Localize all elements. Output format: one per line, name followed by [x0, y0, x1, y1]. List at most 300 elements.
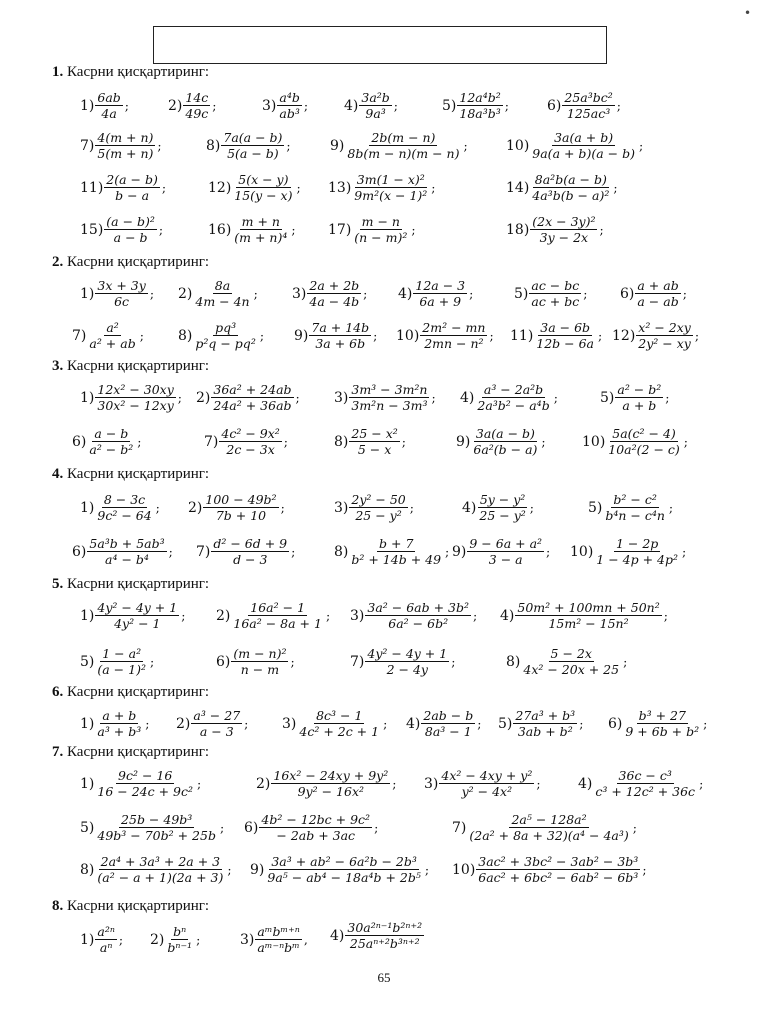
fraction	[95, 646, 148, 677]
exercise-label: 9)	[452, 543, 467, 560]
exercise-label: 7)	[452, 819, 467, 836]
section-number: 8.	[52, 898, 64, 914]
exercise-label: 3)	[424, 775, 439, 792]
exercise-1-3	[262, 90, 308, 121]
exercise-7-5	[80, 812, 224, 843]
denominator: 6a²(b − a)	[473, 442, 538, 457]
denominator: 6ac² + 6bc² − 6ab² − 6b³	[478, 870, 639, 885]
fraction	[95, 854, 225, 885]
denominator: n − m	[240, 662, 280, 677]
exercise-2-9	[294, 320, 377, 351]
numerator: 9c² − 16	[118, 768, 173, 783]
numerator: 6ab	[97, 90, 121, 105]
exercise-label: 4)	[460, 389, 475, 406]
punctuation: ;	[598, 328, 603, 343]
punctuation: ;	[168, 544, 173, 559]
denominator: 9a(a + b)(a − b)	[532, 146, 635, 161]
exercise-label: 6)	[244, 819, 259, 836]
denominator: 6a + 9	[419, 294, 462, 309]
exercise-2-8	[178, 320, 264, 351]
exercise-label: 4)	[330, 927, 345, 944]
punctuation: ;	[401, 434, 406, 449]
exercise-label: 6)	[608, 715, 623, 732]
punctuation: ;	[161, 180, 167, 195]
exercise-4-5	[588, 492, 673, 523]
numerator: 2a⁴ + 3a³ + 2a + 3	[100, 854, 221, 869]
numerator: 4(m + n)	[97, 130, 154, 145]
fraction	[231, 646, 288, 677]
numerator: 27a³ + b³	[515, 708, 576, 723]
fraction	[345, 130, 461, 161]
fraction	[255, 924, 301, 955]
fraction	[95, 90, 122, 121]
exercise-label: 5)	[498, 715, 513, 732]
numerator: 16x² − 24xy + 9y²	[273, 768, 389, 783]
punctuation: ;	[393, 98, 399, 113]
numerator: 5y − y²	[479, 492, 526, 507]
denominator: y² − 4x²	[461, 784, 513, 799]
punctuation: ;	[579, 716, 584, 731]
denominator: 9a³	[365, 106, 386, 121]
exercise-5-2	[216, 600, 330, 631]
punctuation: ;	[286, 138, 291, 153]
fraction	[349, 492, 407, 523]
page-number: 65	[377, 970, 391, 985]
denominator: p²q − pq²	[195, 336, 256, 351]
fraction	[475, 382, 551, 413]
punctuation: ;	[632, 820, 637, 835]
punctuation: ;	[363, 286, 368, 301]
exercise-label: 1)	[80, 775, 95, 792]
denominator: 1 − 4p + 4p²	[596, 552, 678, 567]
numerator: 1 − a²	[102, 646, 142, 661]
fraction	[309, 320, 371, 351]
exercise-label: 15)	[80, 221, 104, 238]
denominator: 125ac³	[566, 106, 611, 121]
exercise-1-7	[80, 130, 162, 161]
fraction	[183, 90, 210, 121]
numerator: 3a − 6b	[540, 320, 591, 335]
numerator: (m − n)²	[233, 646, 287, 661]
fraction	[413, 278, 467, 309]
fraction	[359, 90, 391, 121]
denominator: ab³	[279, 106, 300, 121]
exercise-label: 3)	[262, 97, 277, 114]
exercise-2-6	[620, 278, 687, 309]
numerator: a² − b²	[617, 382, 662, 397]
exercise-2-11	[510, 320, 602, 351]
exercise-1-17	[328, 214, 416, 245]
exercise-label: 2)	[178, 285, 193, 302]
numerator: 3a³ + ab² − 6a²b − 2b³	[271, 854, 417, 869]
punctuation: ;	[303, 98, 309, 113]
punctuation: ;	[665, 390, 670, 405]
punctuation: ;	[253, 286, 258, 301]
fraction	[365, 600, 471, 631]
denominator: aᵐ⁻ⁿbᵐ	[257, 940, 300, 955]
punctuation: ;	[137, 434, 142, 449]
denominator: 5 − x	[357, 442, 392, 457]
denominator: ac + bc	[531, 294, 580, 309]
exercise-1-15	[80, 214, 163, 245]
exercise-label: 11)	[80, 179, 104, 196]
denominator: 3y − 2x	[539, 230, 589, 245]
exercise-label: 4)	[462, 499, 477, 516]
numerator: a + b	[102, 708, 137, 723]
fraction	[606, 426, 682, 457]
numerator: 2m² − mn	[422, 320, 486, 335]
fraction	[636, 320, 693, 351]
denominator: 2 − 4y	[386, 662, 428, 677]
denominator: a − ab	[637, 294, 679, 309]
denominator: 3ab + b²	[517, 724, 573, 739]
numerator: 9 − 6a + a²	[469, 536, 543, 551]
numerator: 3a² − 6ab + 3b²	[367, 600, 470, 615]
exercise-label: 7)	[204, 433, 219, 450]
denominator: (n − m)²	[354, 230, 408, 245]
denominator: 2c − 3x	[226, 442, 275, 457]
punctuation: ;	[373, 328, 378, 343]
denominator: b² + 14b + 49	[351, 552, 442, 567]
numerator: bⁿ	[173, 924, 187, 939]
exercise-1-8	[206, 130, 291, 161]
exercise-3-1	[80, 382, 182, 413]
exercise-label: 8)	[334, 543, 349, 560]
exercise-label: 5)	[514, 285, 529, 302]
fraction	[530, 172, 611, 203]
punctuation: ;	[296, 180, 301, 195]
numerator: 4y² − 4y + 1	[367, 646, 448, 661]
punctuation: ;	[196, 932, 201, 947]
punctuation: ;	[682, 544, 687, 559]
punctuation: ;	[529, 500, 534, 515]
numerator: a + ab	[637, 278, 679, 293]
numerator: a⁴b	[279, 90, 300, 105]
section-number: 4.	[52, 466, 64, 482]
fraction	[477, 492, 527, 523]
exercise-5-8	[506, 646, 627, 677]
punctuation: ;	[546, 544, 551, 559]
exercise-2-2	[178, 278, 258, 309]
denominator: c³ + 12c² + 36c	[595, 784, 696, 799]
denominator: b⁴n − c⁴n	[605, 508, 665, 523]
exercise-5-1	[80, 600, 185, 631]
section-number: 5.	[52, 576, 64, 592]
denominator: 3a + 6b	[315, 336, 366, 351]
punctuation: ;	[682, 286, 687, 301]
exercise-7-6	[244, 812, 378, 843]
section-heading: Касрни қисқартиринг:	[67, 744, 210, 760]
numerator: a − b	[94, 426, 129, 441]
punctuation: ;	[683, 434, 688, 449]
fraction	[231, 600, 324, 631]
exercise-label: 3)	[282, 715, 297, 732]
exercise-label: 7)	[80, 137, 95, 154]
numerator: 4x² − 4xy + y²	[441, 768, 533, 783]
denominator: 24a² + 36ab	[213, 398, 292, 413]
punctuation: ;	[219, 820, 225, 835]
exercise-label: 17)	[328, 221, 352, 238]
denominator: a² − b²	[89, 442, 134, 457]
denominator: 25 − y²	[355, 508, 402, 523]
section-title-4	[52, 466, 209, 483]
fraction	[165, 924, 194, 955]
fraction	[349, 536, 443, 567]
punctuation: ;	[291, 544, 296, 559]
denominator: 6a² − 6b²	[388, 616, 449, 631]
exercise-3-2	[196, 382, 300, 413]
exercise-label: 8)	[178, 327, 193, 344]
punctuation: ;	[212, 98, 217, 113]
exercise-6-3	[282, 708, 387, 739]
exercise-6-2	[176, 708, 248, 739]
exercise-label: 16)	[208, 221, 232, 238]
exercise-label: 12)	[208, 179, 232, 196]
exercise-2-3	[292, 278, 367, 309]
section-heading: Касрни қисқартиринг:	[67, 898, 210, 914]
fraction	[232, 172, 294, 203]
fraction	[534, 320, 596, 351]
denominator: 18a³b³	[459, 106, 501, 121]
fraction	[104, 172, 160, 203]
exercise-label: 5)	[600, 389, 615, 406]
numerator: pq³	[215, 320, 237, 335]
fraction	[349, 382, 429, 413]
numerator: 25a³bc²	[564, 90, 613, 105]
exercise-1-11	[80, 172, 166, 203]
exercise-label: 7)	[196, 543, 211, 560]
numerator: (a − b)²	[106, 214, 155, 229]
exercise-2-7	[72, 320, 144, 351]
punctuation: ;	[149, 654, 155, 669]
exercise-1-5	[442, 90, 509, 121]
numerator: 3a(a − b)	[475, 426, 535, 441]
numerator: 3x + 3y	[97, 278, 146, 293]
exercise-5-5	[80, 646, 154, 677]
exercise-label: 1)	[80, 499, 95, 516]
exercise-label: 4)	[344, 97, 359, 114]
numerator: a³ − 2a²b	[483, 382, 544, 397]
exercise-1-6	[547, 90, 621, 121]
numerator: 4b² − 12bc + 9c²	[261, 812, 371, 827]
exercise-label: 10)	[570, 543, 594, 560]
section-heading: Касрни қисқартиринг:	[67, 64, 210, 80]
fraction	[439, 768, 534, 799]
numerator: 2a + 2b	[309, 278, 360, 293]
punctuation: ;	[638, 138, 644, 153]
numerator: 3a(a + b)	[554, 130, 614, 145]
fraction	[593, 768, 697, 799]
numerator: m + n	[241, 214, 280, 229]
exercise-1-16	[208, 214, 296, 245]
exercise-2-10	[396, 320, 494, 351]
numerator: 12a − 3	[415, 278, 466, 293]
denominator: 15m² − 15n²	[548, 616, 629, 631]
exercise-3-8	[334, 426, 406, 457]
punctuation: ;	[227, 862, 232, 877]
punctuation: ;	[599, 222, 604, 237]
denominator: 12b − 6a	[536, 336, 595, 351]
punctuation: ;	[694, 328, 700, 343]
exercise-label: 5)	[80, 653, 95, 670]
fraction	[615, 382, 663, 413]
exercise-2-4	[398, 278, 473, 309]
exercise-5-7	[350, 646, 455, 677]
numerator: 2ab − b	[423, 708, 474, 723]
numerator: 8 − 3c	[103, 492, 146, 507]
fraction	[349, 426, 399, 457]
exercise-8-2	[150, 924, 200, 955]
numerator: (2x − 3y)²	[532, 214, 596, 229]
fraction	[365, 646, 449, 677]
fraction	[467, 812, 630, 843]
numerator: 25 − x²	[351, 426, 398, 441]
fraction	[95, 924, 117, 955]
punctuation: ;	[158, 222, 164, 237]
exercise-label: 6)	[216, 653, 231, 670]
numerator: a²	[106, 320, 119, 335]
fraction	[352, 214, 409, 245]
numerator: 12x² − 30xy	[97, 382, 174, 397]
numerator: 8a	[214, 278, 231, 293]
exercise-label: 1)	[80, 97, 95, 114]
exercise-label: 5)	[442, 97, 457, 114]
exercise-4-7	[196, 536, 295, 567]
punctuation: ;	[451, 654, 456, 669]
punctuation: ,	[303, 932, 308, 947]
exercise-4-6	[72, 536, 173, 567]
exercise-3-3	[334, 382, 436, 413]
exercise-label: 5)	[80, 819, 95, 836]
corner-mark: •	[744, 6, 752, 20]
numerator: 36a² + 24ab	[213, 382, 292, 397]
exercise-label: 2)	[168, 97, 183, 114]
fraction	[95, 708, 143, 739]
denominator: (a² − a + 1)(2a + 3)	[97, 870, 224, 885]
denominator: 25aⁿ⁺²b³ⁿ⁺²	[349, 936, 420, 951]
exercise-label: 2)	[176, 715, 191, 732]
numerator: 8a²b(a − b)	[534, 172, 607, 187]
section-title-8	[52, 898, 209, 915]
numerator: 2b(m − n)	[371, 130, 436, 145]
denominator: 15(y − x)	[234, 188, 293, 203]
exercise-4-4	[462, 492, 534, 523]
numerator: 7a + 14b	[311, 320, 370, 335]
section-title-2	[52, 254, 209, 271]
fraction	[530, 130, 637, 161]
denominator: 49b³ − 70b² + 25b	[97, 828, 216, 843]
exercise-label: 1)	[80, 607, 95, 624]
numerator: 16a² − 1	[250, 600, 306, 615]
denominator: 4y² − 1	[114, 616, 161, 631]
section-number: 3.	[52, 358, 64, 374]
exercise-8-1	[80, 924, 123, 955]
numerator: 4c² − 9x²	[221, 426, 280, 441]
fraction	[307, 278, 361, 309]
section-heading: Касрни қисқартиринг:	[67, 254, 210, 270]
section-title-1	[52, 64, 209, 81]
punctuation: ;	[124, 98, 130, 113]
fraction	[265, 854, 422, 885]
exercise-label: 3)	[350, 607, 365, 624]
numerator: b + 7	[379, 536, 414, 551]
numerator: 14c	[185, 90, 209, 105]
exercise-4-9	[452, 536, 550, 567]
exercise-label: 2)	[150, 931, 165, 948]
denominator: − 2ab + 3ac	[276, 828, 356, 843]
numerator: 7a(a − b)	[223, 130, 283, 145]
numerator: 4y² − 4y + 1	[97, 600, 178, 615]
exercise-label: 3)	[334, 389, 349, 406]
fraction	[271, 768, 390, 799]
numerator: 2a⁵ − 128a²	[511, 812, 587, 827]
fraction	[211, 382, 293, 413]
fraction	[87, 320, 137, 351]
numerator: 2y² − 50	[351, 492, 406, 507]
denominator: 4a − 4b	[309, 294, 360, 309]
numerator: ac − bc	[531, 278, 580, 293]
exercise-label: 9)	[330, 137, 345, 154]
numerator: b² − c²	[613, 492, 657, 507]
section-heading: Касрни қисқартиринг:	[67, 358, 210, 374]
exercise-3-7	[204, 426, 288, 457]
fraction	[476, 854, 640, 885]
exercise-label: 6)	[620, 285, 635, 302]
punctuation: ;	[283, 434, 288, 449]
exercise-label: 6)	[547, 97, 562, 114]
exercise-7-3	[424, 768, 541, 799]
fraction	[95, 600, 179, 631]
section-heading: Касрни қисқартиринг:	[67, 576, 210, 592]
exercise-2-1	[80, 278, 154, 309]
numerator: 5 − 2x	[550, 646, 592, 661]
punctuation: ;	[473, 608, 478, 623]
exercise-7-4	[578, 768, 703, 799]
denominator: (m + n)⁴	[234, 230, 288, 245]
numerator: 100 − 49b²	[205, 492, 277, 507]
punctuation: ;	[181, 608, 186, 623]
exercise-label: 1)	[80, 389, 95, 406]
punctuation: ;	[668, 500, 674, 515]
punctuation: ;	[383, 716, 388, 731]
exercise-3-10	[582, 426, 688, 457]
section-title-5	[52, 576, 209, 593]
fraction	[277, 90, 301, 121]
section-number: 7.	[52, 744, 64, 760]
fraction	[259, 812, 372, 843]
exercise-label: 4)	[578, 775, 593, 792]
exercise-3-5	[600, 382, 670, 413]
exercise-label: 6)	[72, 433, 87, 450]
fraction	[530, 214, 597, 245]
numerator: 30a²ⁿ⁻¹b²ⁿ⁺²	[347, 920, 423, 935]
exercise-label: 2)	[216, 607, 231, 624]
punctuation: ;	[541, 434, 546, 449]
fraction	[232, 214, 289, 245]
denominator: (a − 1)²	[97, 662, 146, 677]
exercise-label: 2)	[256, 775, 271, 792]
fraction	[420, 320, 487, 351]
exercise-label: 9)	[250, 861, 265, 878]
punctuation: ;	[197, 776, 202, 791]
punctuation: ;	[325, 608, 331, 623]
exercise-3-6	[72, 426, 142, 457]
numerator: 12a⁴b²	[459, 90, 501, 105]
exercise-label: 7)	[72, 327, 87, 344]
numerator: a²ⁿ	[97, 924, 115, 939]
numerator: d² − 6d + 9	[213, 536, 288, 551]
exercise-2-12	[612, 320, 699, 351]
